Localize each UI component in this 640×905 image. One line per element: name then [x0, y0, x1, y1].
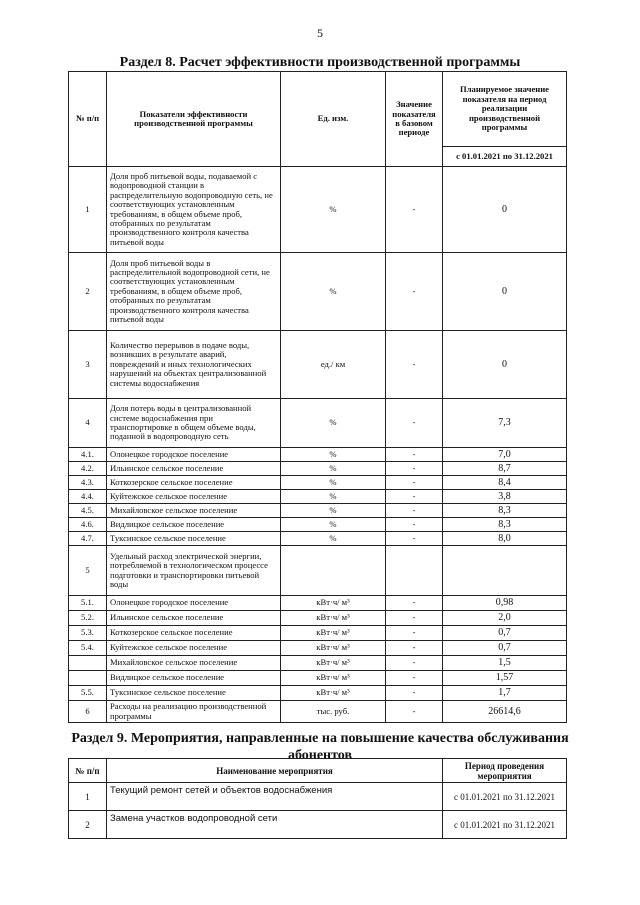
row-unit: кВт·ч/ м³	[281, 686, 386, 701]
row-base-value: -	[386, 671, 443, 686]
header-planned: Планируемое значение показателя на период реализации производственной программы	[443, 72, 567, 147]
row-planned-value: 3,8	[443, 490, 567, 504]
row-number: 4	[69, 399, 107, 448]
row-planned-value: 1,5	[443, 656, 567, 671]
row-number: 5.1.	[69, 596, 107, 611]
row-base-value: -	[386, 656, 443, 671]
row-planned-value: 0	[443, 167, 567, 253]
row-unit: кВт·ч/ м³	[281, 611, 386, 626]
row-indicator: Видлицкое сельское поселение	[107, 518, 281, 532]
row-base-value: -	[386, 611, 443, 626]
row-planned-value: 7,0	[443, 448, 567, 462]
row-indicator: Туксинское сельское поселение	[107, 532, 281, 546]
table-row	[69, 448, 567, 462]
measure-period: с 01.01.2021 по 31.12.2021	[443, 811, 567, 839]
row-indicator: Доля потерь воды в централизованной системе водоснабжения при транспортировке в общем объеме воды, поданной в водопроводную сеть	[107, 399, 281, 448]
row-indicator: Расходы на реализацию производственной программы	[107, 701, 281, 723]
row-base-value: -	[386, 641, 443, 656]
row-unit: %	[281, 399, 386, 448]
row-unit: %	[281, 462, 386, 476]
row-unit: кВт·ч/ м³	[281, 641, 386, 656]
table-row	[69, 811, 567, 839]
row-number: 5.5.	[69, 686, 107, 701]
section-9-title: Раздел 9. Мероприятия, направленные на повышение качества обслуживания абонентов	[71, 731, 569, 763]
table-row	[69, 167, 567, 253]
table-row	[69, 462, 567, 476]
table-row	[69, 611, 567, 626]
row-planned-value: 1,7	[443, 686, 567, 701]
measure-period: с 01.01.2021 по 31.12.2021	[443, 783, 567, 811]
row-planned-value: 0,7	[443, 641, 567, 656]
row-indicator: Коткозерское сельское поселение	[107, 476, 281, 490]
row-base-value: -	[386, 596, 443, 611]
row-base-value: -	[386, 476, 443, 490]
row-planned-value: 0	[443, 253, 567, 331]
row-base-value: -	[386, 253, 443, 331]
measures-header-period: Период проведения мероприятия	[443, 759, 567, 783]
row-indicator: Коткозерское сельское поселение	[107, 626, 281, 641]
row-base-value: -	[386, 490, 443, 504]
row-base-value: -	[386, 504, 443, 518]
table-row	[69, 671, 567, 686]
table-row	[69, 596, 567, 611]
row-unit: %	[281, 476, 386, 490]
row-indicator: Удельный расход электрической энергии, потребляемой в технологическом процессе подготовки и транспортировки питьевой воды	[107, 546, 281, 596]
table-row	[69, 686, 567, 701]
row-base-value: -	[386, 626, 443, 641]
row-number: 4.1.	[69, 448, 107, 462]
row-unit: %	[281, 490, 386, 504]
row-unit: тыс. руб.	[281, 701, 386, 723]
row-base-value	[386, 546, 443, 596]
row-number: 4.3.	[69, 476, 107, 490]
row-unit: %	[281, 253, 386, 331]
row-unit: кВт·ч/ м³	[281, 626, 386, 641]
row-number: 5	[69, 546, 107, 596]
row-number: 6	[69, 701, 107, 723]
row-planned-value: 8,0	[443, 532, 567, 546]
row-number: 4.2.	[69, 462, 107, 476]
table-row	[69, 701, 567, 723]
row-base-value: -	[386, 686, 443, 701]
header-indicator: Показатели эффективности производственной программы	[107, 72, 281, 167]
row-planned-value: 8,7	[443, 462, 567, 476]
row-indicator: Доля проб питьевой воды, подаваемой с водопроводной станции в распределительную водопроводную сеть, не соответствующих установленным требованиям, в общем объеме проб, отобранных по результатам производственного контроля качества питьевой воды	[107, 167, 281, 253]
row-indicator: Ильинское сельское поселение	[107, 611, 281, 626]
page-number: 5	[317, 26, 323, 40]
row-planned-value: 2,0	[443, 611, 567, 626]
row-indicator: Олонецкое городское поселение	[107, 448, 281, 462]
row-base-value: -	[386, 462, 443, 476]
row-planned-value: 0,7	[443, 626, 567, 641]
row-base-value: -	[386, 167, 443, 253]
row-unit: %	[281, 532, 386, 546]
row-base-value: -	[386, 331, 443, 399]
row-number: 2	[69, 253, 107, 331]
measures-header-name: Наименование мероприятия	[107, 759, 443, 783]
row-planned-value: 8,3	[443, 504, 567, 518]
measure-number: 2	[69, 811, 107, 839]
row-indicator: Туксинское сельское поселение	[107, 686, 281, 701]
row-indicator: Количество перерывов в подаче воды, возникших в результате аварий, повреждений и иных технологических нарушений на объектах централизованной системы водоснабжения	[107, 331, 281, 399]
measure-name: Текущий ремонт сетей и объектов водоснабжения	[107, 783, 443, 811]
row-base-value: -	[386, 701, 443, 723]
row-base-value: -	[386, 448, 443, 462]
efficiency-table	[68, 71, 567, 723]
row-indicator: Доля проб питьевой воды в распределительной водопроводной сети, не соответствующих установленным требованиям, в общем объеме проб, отобранных по результатам производственного контроля качества питьевой воды	[107, 253, 281, 331]
row-number: 1	[69, 167, 107, 253]
measures-header-num: № п/п	[69, 759, 107, 783]
header-period: с 01.01.2021 по 31.12.2021	[443, 147, 567, 167]
table-row	[69, 399, 567, 448]
row-unit: %	[281, 504, 386, 518]
row-number: 5.4.	[69, 641, 107, 656]
row-base-value: -	[386, 399, 443, 448]
row-indicator: Куйтежское сельское поселение	[107, 641, 281, 656]
row-indicator: Куйтежское сельское поселение	[107, 490, 281, 504]
row-planned-value: 7,3	[443, 399, 567, 448]
measure-name: Замена участков водопроводной сети	[107, 811, 443, 839]
table-row	[69, 641, 567, 656]
section-8-title: Раздел 8. Расчет эффективности производственной программы	[119, 55, 521, 70]
row-number: 3	[69, 331, 107, 399]
row-planned-value: 8,4	[443, 476, 567, 490]
table-row	[69, 476, 567, 490]
table-row	[69, 532, 567, 546]
row-number: 4.6.	[69, 518, 107, 532]
row-unit: кВт·ч/ м³	[281, 596, 386, 611]
row-planned-value: 26614,6	[443, 701, 567, 723]
row-planned-value: 8,3	[443, 518, 567, 532]
row-number: 4.5.	[69, 504, 107, 518]
table-row	[69, 546, 567, 596]
row-unit	[281, 546, 386, 596]
row-indicator: Михайловское сельское поселение	[107, 504, 281, 518]
row-unit: %	[281, 167, 386, 253]
table-row	[69, 518, 567, 532]
header-num: № п/п	[69, 72, 107, 167]
table-row	[69, 331, 567, 399]
table-row	[69, 253, 567, 331]
row-planned-value: 0	[443, 331, 567, 399]
table-row	[69, 656, 567, 671]
row-number	[69, 656, 107, 671]
row-unit: кВт·ч/ м³	[281, 656, 386, 671]
row-unit: ед./ км	[281, 331, 386, 399]
row-planned-value	[443, 546, 567, 596]
row-planned-value: 1,57	[443, 671, 567, 686]
header-base: Значение показателя в базовом периоде	[386, 72, 443, 167]
row-indicator: Ильинское сельское поселение	[107, 462, 281, 476]
row-number	[69, 671, 107, 686]
table-row	[69, 490, 567, 504]
row-planned-value: 0,98	[443, 596, 567, 611]
row-base-value: -	[386, 518, 443, 532]
table-row	[69, 783, 567, 811]
table-row	[69, 504, 567, 518]
row-base-value: -	[386, 532, 443, 546]
measure-number: 1	[69, 783, 107, 811]
row-unit: %	[281, 518, 386, 532]
header-unit: Ед. изм.	[281, 72, 386, 167]
row-number: 4.7.	[69, 532, 107, 546]
row-unit: %	[281, 448, 386, 462]
table-row	[69, 626, 567, 641]
row-number: 5.2.	[69, 611, 107, 626]
row-indicator: Олонецкое городское поселение	[107, 596, 281, 611]
row-number: 5.3.	[69, 626, 107, 641]
row-indicator: Михайловское сельское поселение	[107, 656, 281, 671]
row-indicator: Видлицкое сельское поселение	[107, 671, 281, 686]
row-unit: кВт·ч/ м³	[281, 671, 386, 686]
row-number: 4.4.	[69, 490, 107, 504]
measures-table	[68, 758, 567, 839]
